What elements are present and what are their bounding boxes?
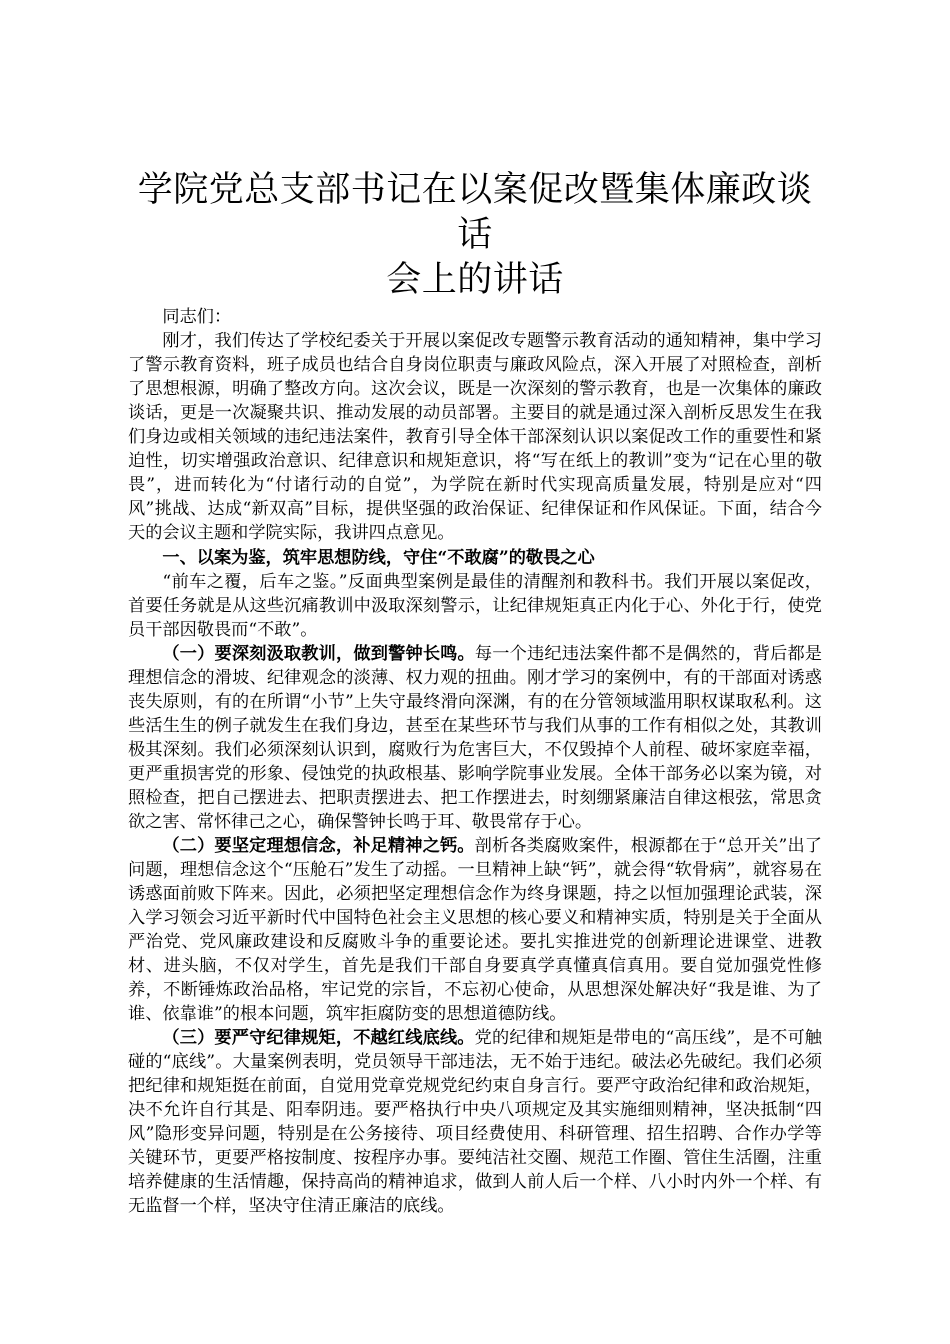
intro-paragraph: 刚才，我们传达了学校纪委关于开展以案促改专题警示教育活动的通知精神，集中学习了警示教育资料，班子成员也结合自身岗位职责与廉政风险点，深入开展了对照检查，剖析了思想根源，明确了整改方向。这次会议，既是一次深刻的警示教育，也是一次集体的廉政谈话，更是一次凝聚共识、推动发展的动员部署。主要目的就是通过深入剖析反思发生在我们身边或相关领域的违纪违法案件，教育引导全体干部深刻认识以案促改工作的重要性和紧迫性，切实增强政治意识、纪律意识和规矩意识，将“写在纸上的教训”变为“记在心里的敬畏”，进而转化为“付诸行动的自觉”，为学院在新时代实现高质量发展，特别是应对“四风”挑战、达成“新双高”目标，提供坚强的政治保证、纪律保证和作风保证。下面，结合今天的会议主题和学院实际，我讲四点意见。 bbox=[128, 331, 822, 543]
section-1-heading: 一、以案为鉴，筑牢思想防线，守住“不敢腐”的敬畏之心 bbox=[162, 548, 595, 568]
document-body bbox=[128, 305, 822, 1218]
point-1-text: 每一个违纪违法案件都不是偶然的，背后都是理想信念的滑坡、纪律观念的淡薄、权力观的扭曲。刚才学习的案例中，有的干部面对诱惑丧失原则，有的在所谓“小节”上失守最终滑向深渊，有的在分管领域滥用职权谋取私利。这些活生生的例子就发生在我们身边，甚至在某些环节与我们从事的工作有相似之处，其教训极其深刻。我们必须深刻认识到，腐败行为危害巨大，不仅毁掉个人前程、破坏家庭幸福，更严重损害党的形象、侵蚀党的执政根基、影响学院事业发展。全体干部务必以案为镜，对照检查，把自己摆进去、把职责摆进去、把工作摆进去，时刻绷紧廉洁自律这根弦，常思贪欲之害、常怀律己之心，确保警钟长鸣于耳、敬畏常存于心。 bbox=[128, 644, 822, 832]
document-title bbox=[128, 168, 822, 303]
point-2-paragraph bbox=[128, 834, 822, 1026]
section-1-intro-paragraph: “前车之覆，后车之鉴。”反面典型案例是最佳的清醒剂和教科书。我们开展以案促改，首要任务就是从这些沉痛教训中汲取深刻警示，让纪律规矩真正内化于心、外化于行，使党员干部因敬畏而“不敢”。 bbox=[128, 572, 822, 640]
point-1-paragraph bbox=[128, 642, 822, 834]
document-page bbox=[128, 168, 822, 1218]
point-2-lead: （二）要坚定理想信念，补足精神之钙。 bbox=[162, 836, 475, 856]
point-2-text: 剖析各类腐败案件，根源都在于“总开关”出了问题，理想信念这个“压舱石”发生了动摇。一旦精神上缺“钙”，就会得“软骨病”，就容易在诱惑面前败下阵来。因此，必须把坚定理想信念作为终身课题，持之以恒加强理论武装，深入学习领会习近平新时代中国特色社会主义思想的核心要义和精神实质，特别是关于全面从严治党、党风廉政建设和反腐败斗争的重要论述。要扎实推进党的创新理论进课堂、进教材、进头脑，不仅对学生，首先是我们干部自身要真学真懂真信真用。要自觉加强党性修养，不断锤炼政治品格，牢记党的宗旨，不忘初心使命，从思想深处解决好“我是谁、为了谁、依靠谁”的根本问题，筑牢拒腐防变的思想道德防线。 bbox=[128, 836, 822, 1024]
title-line-1: 学院党总支部书记在以案促改暨集体廉政谈话 bbox=[137, 170, 813, 255]
point-3-text: 党的纪律和规矩是带电的“高压线”，是不可触碰的“底线”。大量案例表明，党员领导干部违法，无不始于违纪。破法必先破纪。我们必须把纪律和规矩挺在前面，自觉用党章党规党纪约束自身言行。要严守政治纪律和政治规矩，决不允许自行其是、阳奉阴违。要严格执行中央八项规定及其实施细则精神，坚决抵制“四风”隐形变异问题，特别是在公务接待、项目经费使用、科研管理、招生招聘、合作办学等关键环节，更要严格按制度、按程序办事。要纯洁社交圈、规范工作圈、管住生活圈，注重培养健康的生活情趣，保持高尚的精神追求，做到人前人后一个样、八小时内外一个样、有无监督一个样，坚决守住清正廉洁的底线。 bbox=[128, 1028, 822, 1216]
point-1-lead: （一）要深刻汲取教训，做到警钟长鸣。 bbox=[162, 644, 475, 664]
point-3-paragraph bbox=[128, 1026, 822, 1218]
title-line-2: 会上的讲话 bbox=[386, 260, 564, 300]
point-3-lead: （三）要严守纪律规矩，不越红线底线。 bbox=[162, 1028, 475, 1048]
salutation: 同志们： bbox=[162, 307, 232, 327]
